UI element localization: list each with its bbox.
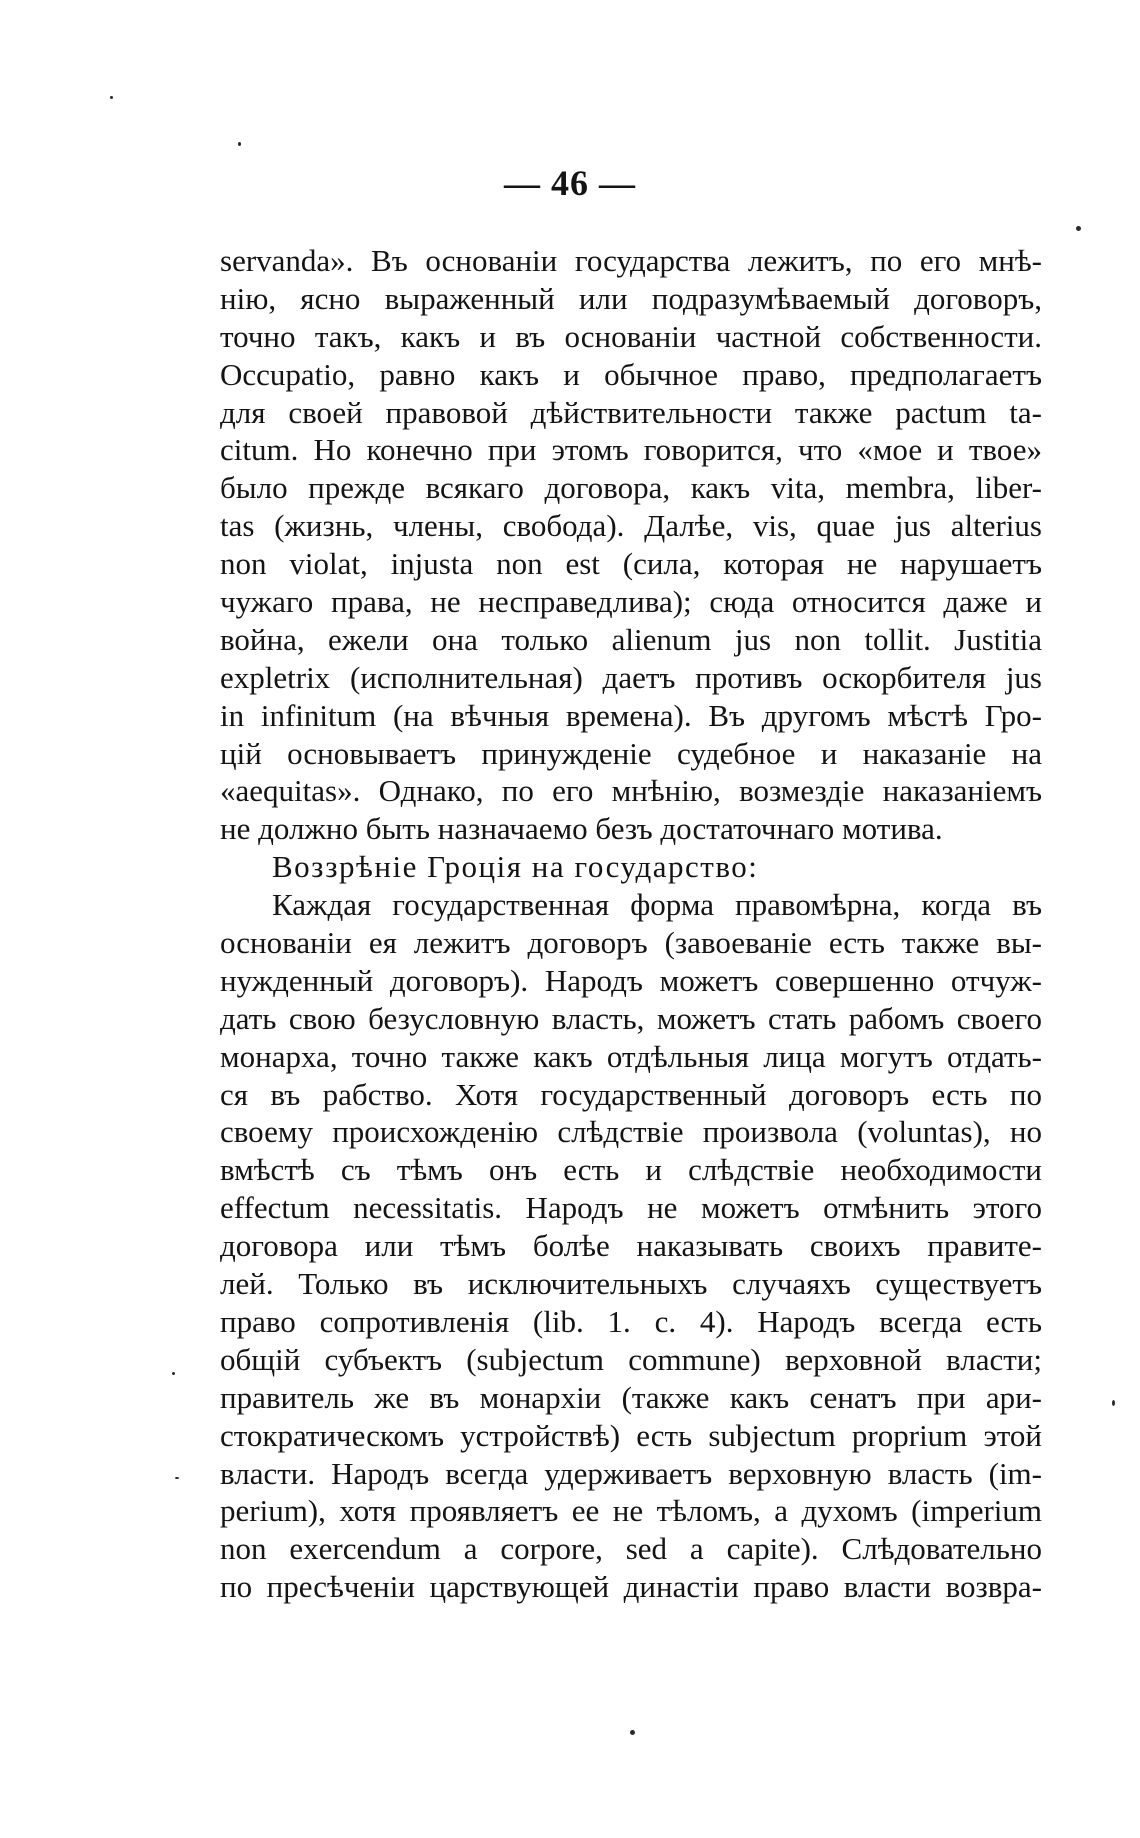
text-line: effectum necessitatis. Народъ не можетъ отмѣнить этого — [220, 1190, 1042, 1226]
text-line: стократическомъ устройствѣ) есть subjectum proprium этой — [220, 1417, 1042, 1453]
text-line: дать свою безусловную власть, можетъ стать рабомъ своего — [220, 1000, 1042, 1036]
text-line: perium), хотя проявляетъ ее не тѣломъ, а духомъ (imperium — [220, 1493, 1042, 1529]
text-line: Каждая государственная форма правомѣрна, когда въ — [272, 887, 1042, 923]
text-line: нужденный договоръ). Народъ можетъ совершенно отчуж- — [220, 962, 1042, 998]
text-line: право сопротивленія (lib. 1. c. 4). Народъ всегда есть — [220, 1303, 1042, 1339]
text-line: по пресѣченіи царствующей династіи право власти возвра- — [220, 1569, 1042, 1605]
text-line: non violat, injusta non est (сила, которая не нарушаетъ — [220, 546, 1042, 582]
text-line: для своей правовой дѣйствительности также pactum ta- — [220, 394, 1042, 430]
text-line: чужаго права, не несправедлива); сюда относится даже и — [220, 584, 1042, 620]
scan-speck — [175, 1477, 179, 1479]
page-number: — 46 — — [504, 163, 636, 203]
text-line: цій основываетъ принужденіе судебное и наказаніе на — [220, 735, 1042, 771]
text-line: нію, ясно выраженный или подразумѣваемый договоръ, — [220, 280, 1042, 316]
text-line: правитель же въ монархіи (также какъ сенатъ при ари- — [220, 1379, 1042, 1415]
body-text — [220, 242, 1042, 1606]
text-line: власти. Народъ всегда удерживаетъ верховную власть (im- — [220, 1455, 1042, 1491]
scan-speck — [172, 1372, 175, 1375]
scan-speck — [110, 96, 113, 99]
section-heading: Воззрѣніе Гроція на государство: — [272, 849, 759, 885]
text-line: citum. Но конечно при этомъ говорится, что «мое и твое» — [220, 432, 1042, 468]
text-line: было прежде всякаго договора, какъ vita, membra, liber- — [220, 470, 1042, 506]
text-line: война, ежели она только alienum jus non tollit. Justitia — [220, 621, 1042, 657]
text-line: servanda». Въ основаніи государства лежитъ, по его мнѣ- — [220, 243, 1042, 278]
text-line: «aequitas». Однако, по его мнѣнію, возмездіе наказаніемъ — [220, 773, 1042, 809]
text-line: своему происхожденію слѣдствіе произвола (voluntas), но — [220, 1114, 1042, 1150]
text-line: tas (жизнь, члены, свобода). Далѣе, vis, quae jus alterius — [220, 508, 1042, 544]
scan-speck — [1076, 226, 1081, 231]
text-line: договора или тѣмъ болѣе наказывать своихъ правите- — [220, 1228, 1042, 1264]
text-line: ся въ рабство. Хотя государственный договоръ есть по — [220, 1076, 1042, 1112]
text-line: non exercendum a corpore, sed a capite). Слѣдовательно — [220, 1531, 1042, 1567]
scan-speck — [630, 1730, 635, 1735]
text-line: вмѣстѣ съ тѣмъ онъ есть и слѣдствіе необходимости — [220, 1152, 1042, 1188]
scan-speck — [1112, 1400, 1115, 1406]
text-line: монарха, точно также какъ отдѣльныя лица могутъ отдать- — [220, 1038, 1042, 1074]
text-line: Occupatio, равно какъ и обычное право, предполагаетъ — [220, 356, 1042, 392]
scan-speck — [238, 142, 241, 146]
text-line: in infinitum (на вѣчныя времена). Въ другомъ мѣстѣ Гро- — [220, 697, 1042, 733]
text-line: expletrix (исполнительная) даетъ противъ оскорбителя jus — [220, 659, 1042, 695]
text-line: основаніи ея лежитъ договоръ (завоеваніе есть также вы- — [220, 925, 1042, 961]
text-line: точно такъ, какъ и въ основаніи частной собственности. — [220, 318, 1042, 354]
text-line: не должно быть назначаемо безъ достаточнаго мотива. — [220, 811, 943, 847]
text-line: общій субъектъ (subjectum commune) верховной власти; — [220, 1341, 1042, 1377]
text-line: лей. Только въ исключительныхъ случаяхъ существуетъ — [220, 1266, 1042, 1302]
